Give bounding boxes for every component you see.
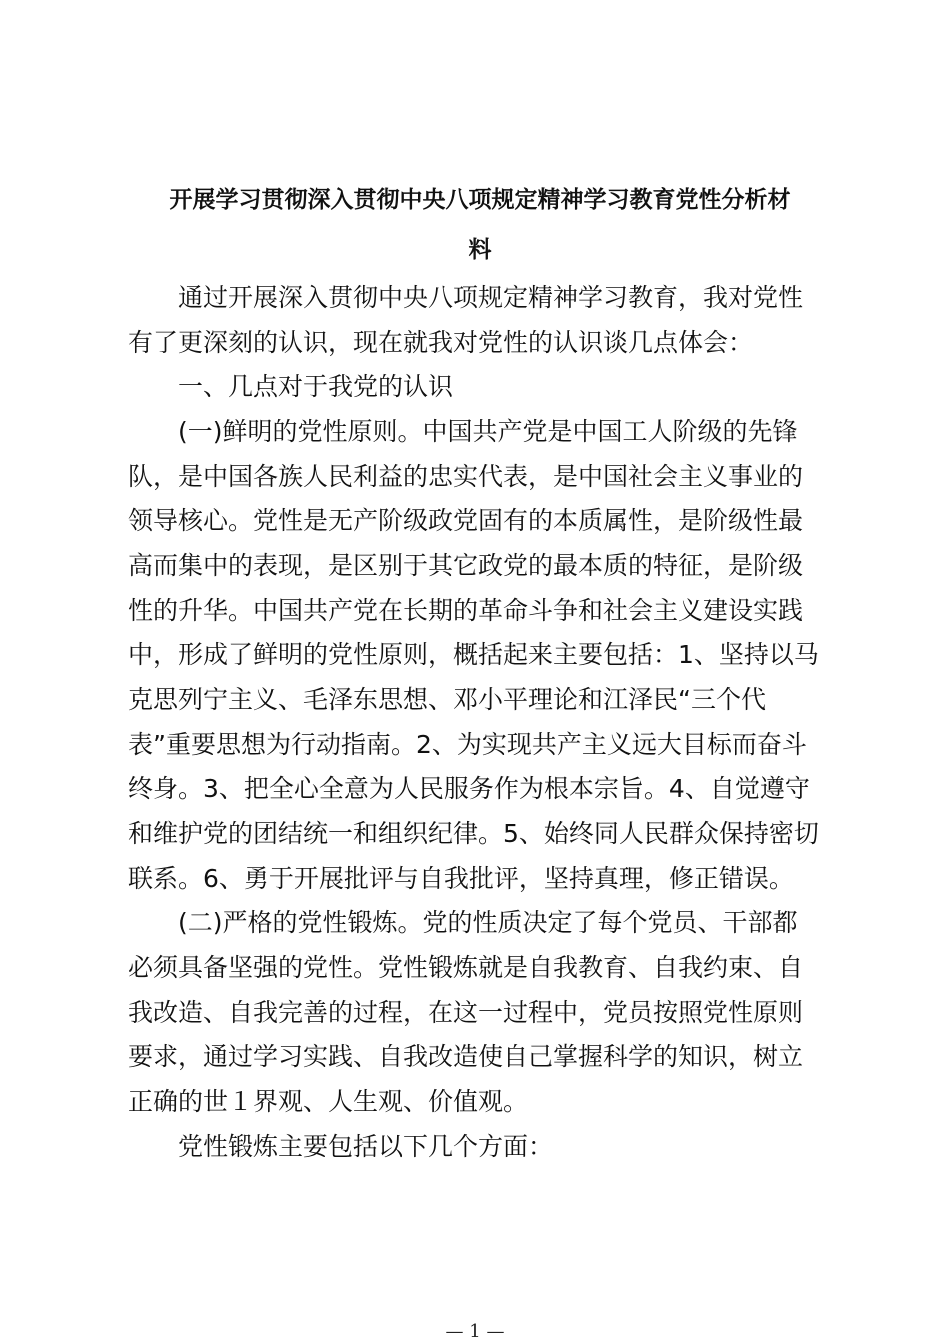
document-title-line-2: 料 [468,237,492,263]
page-number: — 1 — [445,1321,505,1342]
paragraph-line: 高而集中的表现，是区别于其它政党的最本质的特征，是阶级 [128,551,804,580]
paragraph-line: (二)严格的党性锻炼。党的性质决定了每个党员、干部都 [178,908,798,937]
paragraph-line: 有了更深刻的认识，现在就我对党性的认识谈几点体会： [128,328,754,357]
paragraph-line: 中，形成了鲜明的党性原则，概括起来主要包括：1、坚持以马 [128,640,819,669]
paragraph-line: 正确的世１界观、人生观、价值观。 [128,1087,529,1116]
paragraph-line: 性的升华。中国共产党在长期的革命斗争和社会主义建设实践 [128,596,804,625]
paragraph-line: (一)鲜明的党性原则。中国共产党是中国工人阶级的先锋 [178,417,798,446]
paragraph-line: 党性锻炼主要包括以下几个方面： [178,1132,554,1161]
paragraph-line: 领导核心。党性是无产阶级政党固有的本质属性，是阶级性最 [128,506,804,535]
paragraph-line: 我改造、自我完善的过程，在这一过程中，党员按照党性原则 [128,998,804,1027]
document-title-line-1: 开展学习贯彻深入贯彻中央八项规定精神学习教育党性分析材 [169,187,791,213]
paragraph-line: 克思列宁主义、毛泽东思想、邓小平理论和江泽民“三个代 [128,685,766,714]
paragraph-line: 要求，通过学习实践、自我改造使自己掌握科学的知识，树立 [128,1042,804,1071]
paragraph-line: 和维护党的团结统一和组织纪律。5、始终同人民群众保持密切 [128,819,819,848]
paragraph-line: 终身。3、把全心全意为人民服务作为根本宗旨。4、自觉遵守 [128,774,810,803]
paragraph-line: 联系。6、勇于开展批评与自我批评，坚持真理，修正错误。 [128,864,794,893]
section-heading: 一、几点对于我党的认识 [178,372,454,401]
paragraph-line: 必须具备坚强的党性。党性锻炼就是自我教育、自我约束、自 [128,953,804,982]
paragraph-line: 表”重要思想为行动指南。2、为实现共产主义远大目标而奋斗 [128,730,807,759]
paragraph-line: 队，是中国各族人民利益的忠实代表，是中国社会主义事业的 [128,462,804,491]
paragraph-line: 通过开展深入贯彻中央八项规定精神学习教育，我对党性 [178,283,804,312]
